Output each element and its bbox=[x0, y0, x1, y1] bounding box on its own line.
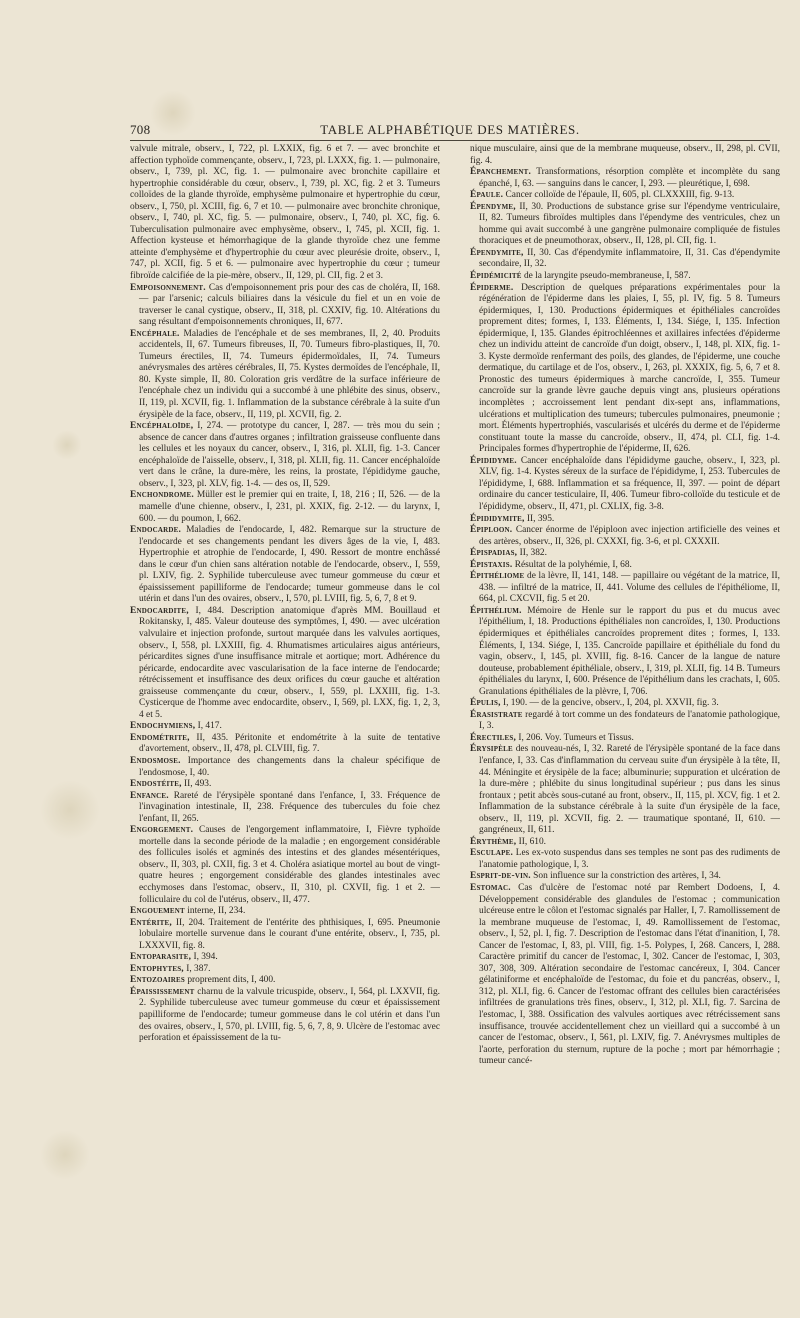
index-entry bbox=[470, 744, 780, 836]
entry-term: Épistaxis. bbox=[470, 559, 513, 570]
index-entry bbox=[470, 698, 780, 710]
entry-text: II, 382. bbox=[519, 548, 547, 559]
entry-text: I, 274. — prototype du cancer, I, 287. — très mou du sein ; absence de cancer dans d'autres organes ; infiltration graisseuse confluente dans les cellules et les noyaux du cancer, observ., I, 316, pl. XLII, fig. 1-3. Cancer encéphaloïde de l'aisselle, observ., I, 318, pl. XLII, fig. 11. Cancer encéphaloïde vert dans le crâne, la dure-mère, les reins, la prostate, l'épididyme gauche, observ., I, 323, pl. XLV, fig. 1-4. — des os, II, 529. bbox=[139, 421, 440, 489]
index-entry bbox=[470, 848, 780, 871]
index-entry bbox=[130, 721, 440, 733]
entry-term: Épendymite, bbox=[470, 247, 524, 258]
entry-text: Cas d'empoisonnement pris pour des cas de choléra, II, 168. — par l'arsenic; calculs biliaires dans la vésicule du fiel et un en voie de traverser le canal cystique, observ., II, 318, pl. CXXIV, fig. 10. Altérations du sang résultant d'empoisonnements chroniques, II, 677. bbox=[139, 282, 440, 328]
entry-text: valvule mitrale, observ., I, 722, pl. LXXIX, fig. 6 et 7. — avec bronchite et affection typhoïde commençante, observ., I, 723, pl. LXXX, fig. 1. — pulmonaire, observ., I, 739, pl. XC, fig. 1. — pulmonaire avec bronchite capillaire et hypertrophie considérable du cœur, observ., I, 739, pl. XC, fig. 2 et 3. Tumeurs colloïdes de la glande thyroïde, emphysème pulmonaire et hypertrophie du cœur, observ., I, 750, pl. XCIII, fig. 6, 7 et 10. — pulmonaire avec bronchite chronique, observ., I, 740, pl. XC, fig. 5. — pulmonaire, observ., I, 740, pl. XC, fig. 6. Tuberculisation pulmonaire avec emphysème, observ., I, 745, pl. XCII, fig. 1. Affection kysteuse et hémorrhagique de la glande thyroïde chez une femme atteinte d'emphysème et d'hypertrophie du cœur avec pleurésie droite, observ., I, 747, pl. XCII, fig. 5 et 6. — pulmonaire avec hypertrophie du cœur ; tumeur fibroïde calcifiée de la pie-mère, observ., II, 129, pl. CII, fig. 2 et 3. bbox=[130, 144, 440, 282]
entry-term: Engorgement. bbox=[130, 825, 194, 836]
entry-text: Maladies de l'endocarde, I, 482. Remarque sur la structure de l'endocarde et ses changements pendant les divers âges de la vie, I, 483. Hypertrophie et atrophie de l'endocarde, I, 490. Ressort de montre enchâssé dans le cœur d'un chien sans altération notable de l'endocarde, observ., I, 559, pl. LXIV, fig. 2. Syphilide tuberculeuse avec tumeur gommeuse du cœur et épaississement papilliforme de l'endocarde; tumeur gommeuse dans le col utérin et dans l'un des ovaires, observ., I, 570, pl. LVIII, fig. 5, 6, 7, 8 et 9. bbox=[139, 525, 440, 605]
entry-term: Empoisonnement. bbox=[130, 282, 206, 293]
entry-term: Épaule. bbox=[470, 190, 504, 201]
entry-term: Encéphale. bbox=[130, 328, 180, 339]
index-entry bbox=[130, 525, 440, 606]
index-entry bbox=[130, 825, 440, 906]
index-entry bbox=[470, 202, 780, 248]
index-entry bbox=[470, 733, 780, 745]
entry-text: de la laryngite pseudo-membraneuse, I, 587. bbox=[523, 271, 691, 282]
running-title: TABLE ALPHABÉTIQUE DES MATIÈRES. bbox=[320, 122, 580, 137]
paper-stain bbox=[40, 780, 100, 840]
header-rule bbox=[130, 140, 770, 141]
index-entry bbox=[130, 421, 440, 490]
index-entry bbox=[130, 906, 440, 918]
entry-term: Endostéite, bbox=[130, 779, 182, 790]
index-entry bbox=[470, 167, 780, 190]
entry-text: Description de quelques préparations expérimentales pour la régénération de l'épiderme dans les plaies, I, 55, pl. IV, fig. 5 8. Tumeurs épidermiques, I, 130. Productions épidermiques et épithéliales cancroïdes proprement dites; formes, I, 133. Éléments, I, 134. Siége, I, 135. Infection épidermique, I, 135. Glandes épitrochléennes et axillaires infectées d'épiderme chez un individu atteint de cancroïde d'un doigt, observ., I, 148, pl. XIX, fig. 1-3. Kyste dermoïde renfermant des poils, des glandes, de l'épiderme, une couche dermatique, du cartilage et de l'os, observ., I, 263, pl. XXXIX, fig. 5, 6, 7 et 8. Pronostic des tumeurs épidermiques à marche cancroïde, I, 355. Tumeur cancroïde sur la grande lèvre gauche depuis vingt ans, plusieurs opérations incomplètes ; accroissement lent pendant dix-sept ans, inflammations, ulcérations et multiplication des tumeurs; tubercules pulmonaires, pneumonie ; mort. Éléments hypertrophiés, vascularisés et ulcérés du derme et de l'épiderme constituant toute la masse du cancroïde, observ., II, 474, pl. CLI, fig. 1-4. Principales formes d'hypertrophie de l'épiderme, II, 626. bbox=[479, 282, 780, 455]
right-column bbox=[470, 144, 780, 1264]
index-entry bbox=[470, 248, 780, 271]
entry-text: I, 394. bbox=[193, 952, 218, 963]
index-entry bbox=[130, 791, 440, 826]
page-header bbox=[130, 122, 770, 142]
index-entry bbox=[130, 987, 440, 1045]
entry-term: Endocardite, bbox=[130, 605, 189, 616]
entry-term: Encéphaloïde, bbox=[130, 421, 194, 432]
entry-term: Érasistrate bbox=[470, 709, 523, 720]
entry-text: Cancer colloïde de l'épaule, II, 605, pl. CLXXXIII, fig. 9-13. bbox=[505, 190, 735, 201]
entry-term: Estomac. bbox=[470, 883, 511, 893]
entry-term: Entozoaires bbox=[130, 975, 186, 986]
entry-term: Épiploon. bbox=[470, 525, 513, 536]
entry-text: Rareté de l'érysipèle spontané dans l'enfance, I, 33. Fréquence de l'invagination intestinale, II, 238. Fréquence des tubercules du foie chez l'enfant, II, 265. bbox=[139, 790, 440, 824]
index-entry bbox=[470, 571, 780, 606]
entry-term: Esprit-de-vin. bbox=[470, 871, 531, 882]
entry-text: de la lèvre, II, 141, 148. — papillaire ou végétant de la matrice, II, 438. — infiltré de la matrice, II, 441. Volume des cellules de l'épithéliome, II, 664, pl. CXCVII, fig. 5 et 20. bbox=[479, 571, 780, 605]
index-entry bbox=[130, 490, 440, 525]
index-entry bbox=[470, 283, 780, 456]
index-entry bbox=[470, 144, 780, 167]
entry-term: Épiderme. bbox=[470, 282, 514, 293]
entry-text: des nouveau-nés, I, 32. Rareté de l'érysipèle spontané de la face dans l'enfance, I, 33. Cas d'inflammation du cerveau suite d'un érysipèle à la tête, II, 44. Méningite et érysipèle de la face; albuminurie; suppuration et ulcération de la dure-mère ; phlébite du sinus longitudinal supérieur ; pus dans les sinus frontaux ; petit abcès sous-cutané au front, observ., II, 115, pl. XCV, fig. 1 et 2. Inflammation de la substance cérébrale à la suite d'un érysipèle de la face, observ., II, 119, pl. XCVII, fig. 2. — traumatique spontané, II, 610. — gangréneux, II, 611. bbox=[479, 744, 780, 836]
entry-text: Résultat de la polyhémie, I, 68. bbox=[514, 559, 632, 570]
index-entry bbox=[130, 733, 440, 756]
index-entry bbox=[130, 952, 440, 964]
index-entry bbox=[470, 871, 780, 883]
entry-text: charnu de la valvule tricuspide, observ., I, 564, pl. LXXVII, fig. 2. Syphilide tuberculeuse avec tumeur gommeuse du cœur et épaississement papilliforme de l'endocarde; tumeur gommeuse dans le col utérin et dans l'un des ovaires, observ., I, 570, pl. LVIII, fig. 5, 6, 7, 8, 9. Ulcère de l'estomac avec perforation et épaississement de la tu- bbox=[139, 986, 440, 1044]
entry-text: Les ex-voto suspendus dans ses temples ne sont pas des rudiments de l'anatomie pathologique, I, 3. bbox=[479, 848, 780, 870]
entry-term: Épaississement bbox=[130, 986, 195, 997]
entry-text: interne, II, 234. bbox=[187, 906, 246, 917]
index-entry bbox=[470, 514, 780, 526]
entry-text: regardé à tort comme un des fondateurs de l'anatomie pathologique, I, 3. bbox=[479, 709, 780, 732]
entry-term: Endocarde. bbox=[130, 525, 182, 536]
entry-text: II, 30. Productions de substance grise sur l'épendyme ventriculaire, II, 82. Tumeurs fibroïdes multiples dans l'épendyme des ventricules, chez un homme qui avait succombé à une gangrène pulmonaire compliquée de fistules thoraciques et de pneumothorax, observ., II, 128, pl. CII, fig. 1. bbox=[479, 201, 780, 247]
entry-term: Enchondrome. bbox=[130, 490, 194, 501]
entry-term: Endochymiens, bbox=[130, 721, 196, 732]
index-entry bbox=[130, 779, 440, 791]
left-column bbox=[130, 144, 440, 1264]
index-entry bbox=[130, 975, 440, 987]
entry-term: Épidémicité bbox=[470, 271, 522, 282]
index-entry bbox=[130, 918, 440, 953]
paper-stain bbox=[52, 430, 82, 460]
entry-term: Entérite, bbox=[130, 917, 172, 928]
entry-text: I, 417. bbox=[197, 721, 222, 732]
entry-text: Cancer encéphaloïde dans l'épididyme gauche, observ., I, 323, pl. XLV, fig. 1-4. Kystes séreux de la surface de l'épididyme, I, 253. Tubercules de l'épididyme, I, 688. Inflammation et sa fréquence, II, 397. — point de départ ordinaire du cancer testiculaire, II, 406. Tumeur fibro-colloïde du testicule et de l'épididyme, observ., II, 471, pl. CXLIX, fig. 3-8. bbox=[479, 455, 780, 512]
paper-stain bbox=[40, 1130, 90, 1180]
entry-text: II, 395. bbox=[526, 513, 555, 524]
entry-text: Cas d'ulcère de l'estomac noté par Rembert Dodoens, I, 4. Développement considérable des glandules de l'estomac ; communication ulcéreuse entre le côlon et l'estomac signalés par Haller, I, 7. Ramollissement de la membrane muqueuse de l'estomac, I, 49. Ramollissement de l'estomac, observ., I, 52, pl. I, fig. 7. Description de l'estomac dans l'état d'inanition, I, 78. Cancer de l'estomac, I, 83, pl. VIII, fig. 1-5. Polypes, I, 268. Cancers, I, 288. Caractère primitif du cancer de l'estomac, I, 302. Cancer de l'estomac, I, 303, 307, 308, 309. Altération secondaire de l'estomac cancéreux, I, 304. Cancer gélatiniforme et encéphaloïde de l'estomac, du foie et du pancréas, observ., I, 312, pl. XLI, fig. 6. Cancer de l'estomac offrant des cellules bien caractérisées infiltrées de granulations très fines, observ., I, 312, pl. XLI, fig. 7. Sarcina de l'estomac, I, 388. Ossification des valvules aortiques avec rétrécissement sans insuffisance, trouvée accidentellement chez un vieillard qui a succombé à un cancer de l'estomac, observ., I, 561, pl. LXIV, fig. 7. Anévrysmes multiples de l'aorte, perforation du sternum, rupture de la poche ; mort par hémorrhagie ; tumeur cancé- bbox=[479, 883, 780, 1067]
index-entry bbox=[470, 883, 780, 1068]
entry-text: Importance des changements dans la chaleur spécifique de l'endosmose, I, 40. bbox=[139, 755, 440, 778]
entry-text: I, 484. Description anatomique d'après MM. Bouillaud et Rokitansky, I, 485. Valeur douteuse des symptômes, I, 490. — avec ulcération valvulaire et injection profonde, surtout marquée dans les valvules aortiques, observ., I, 558, pl. LXXIII, fig. 4. Rhumatismes articulaires aigus antérieurs, péricardites signes d'une insuffisance mitrale et aortique; mort. Adhérence du péricarde, endocardite avec vascularisation de la face interne de l'endocarde; rétrécissement et insuffisance des deux orifices du cœur gauche et altération graisseuse commençante du cœur, observ., I, 559, pl. LXXIII, fig. 1-3. Cysticerque de l'homme avec endocardite, observ., I, 569, pl. LXX, fig. 1, 2, 3, 4 et 5. bbox=[139, 605, 440, 720]
entry-term: Engouement bbox=[130, 906, 185, 917]
entry-text: Cancer énorme de l'épiploon avec injection artificielle des veines et des artères, observ., II, 326, pl. CXXXI, fig. 3-6, et pl. CXXXII. bbox=[479, 525, 780, 547]
entry-term: Épithélium. bbox=[470, 605, 522, 616]
entry-text: II, 204. Traitement de l'entérite des phthisiques, I, 695. Pneumonie lobulaire mortelle survenue dans le courant d'une entérite, observ., I, 735, pl. LXXXVII, fig. 8. bbox=[139, 917, 440, 951]
entry-text: II, 610. bbox=[518, 836, 547, 847]
entry-text: II, 493. bbox=[184, 779, 212, 790]
index-entry bbox=[470, 548, 780, 560]
entry-term: Épithéliome bbox=[470, 571, 525, 582]
index-entry bbox=[130, 329, 440, 421]
index-entry bbox=[470, 525, 780, 548]
entry-term: Endosmose. bbox=[130, 755, 181, 766]
index-entry bbox=[470, 560, 780, 572]
entry-term: Épididymite, bbox=[470, 513, 525, 524]
entry-text: nique musculaire, ainsi que de la membrane muqueuse, observ., II, 298, pl. CVII, fig. 4. bbox=[470, 144, 780, 166]
entry-term: Épanchement. bbox=[470, 167, 532, 178]
entry-term: Entoparasite, bbox=[130, 952, 192, 963]
entry-term: Épulis, bbox=[470, 698, 501, 709]
index-entry bbox=[130, 756, 440, 779]
index-entry bbox=[130, 964, 440, 976]
entry-term: Entophytes, bbox=[130, 963, 184, 974]
entry-text: Maladies de l'encéphale et de ses membranes, II, 2, 40. Produits accidentels, II, 67. Tumeurs fibreuses, II, 70. Tumeurs fibro-plastiques, II, 70. Tumeurs érectiles, II, 74. Tumeurs épidermoïdales, II, 74. Tumeurs anévrysmales des artères cérébrales, II, 75. Kystes dermoïdes de l'encéphale, II, 80. Kyste simple, II, 80. Coloration gris verdâtre de la surface inférieure de l'encéphale chez un individu qui a succombé à une phlébite des sinus, observ., II, 119, pl. XCVII, fig. 1. Inflammation de la substance cérébrale à la suite d'un érysipèle de la face, observ., II, 119, pl. XCVII, fig. 2. bbox=[139, 328, 440, 420]
entry-text: I, 206. Voy. Tumeurs et Tissus. bbox=[518, 732, 634, 743]
entry-text: II, 30. Cas d'épendymite inflammatoire, II, 31. Cas d'épendymite secondaire, II, 32. bbox=[479, 247, 780, 270]
entry-term: Épendyme, bbox=[470, 201, 516, 212]
entry-term: Érectiles, bbox=[470, 732, 517, 743]
entry-text: Transformations, résorption complète et incomplète du sang épanché, I, 63. — sanguins dans le cancer, I, 293. — pleurétique, I, 698. bbox=[479, 167, 780, 189]
index-entry bbox=[130, 144, 440, 283]
entry-term: Endométrite, bbox=[130, 732, 190, 743]
index-entry bbox=[470, 837, 780, 849]
entry-text: Mémoire de Henle sur le rapport du pus et du mucus avec l'épithélium, I, 18. Productions épithéliales non cancroïdes, I, 130. Productions épidermiques et épithéliales cancroïdes proprement dites ; formes, I, 133. Éléments, I, 134. Siége, I, 135. Cancroïde papillaire et épithéliale du fond du vagin, observ., I, 145, pl. XVIII, fig. 8-16. Cancer de la langue de nature douteuse, probablement épithéliale, observ., I, 319, pl. XLII, fig. 14 B. Tumeurs épithéliales du larynx, I, 600. Présence de l'épithélium dans les crachats, I, 605. Granulations épithéliales de la plèvre, I, 706. bbox=[479, 605, 780, 697]
entry-term: Esculape. bbox=[470, 848, 514, 859]
index-entry bbox=[470, 456, 780, 514]
entry-text: II, 435. Péritonite et endométrite à la suite de tentative d'avortement, observ., II, 478, pl. CLVIII, fig. 7. bbox=[139, 732, 440, 755]
entry-term: Épididyme. bbox=[470, 455, 517, 466]
entry-text: I, 190. — de la gencive, observ., I, 204, pl. XXVII, fig. 3. bbox=[502, 698, 719, 709]
entry-term: Enfance. bbox=[130, 790, 169, 801]
index-entry bbox=[130, 606, 440, 721]
index-entry bbox=[470, 271, 780, 283]
entry-text: proprement dits, I, 400. bbox=[187, 975, 276, 986]
index-entry bbox=[470, 190, 780, 202]
entry-term: Épispadias, bbox=[470, 548, 518, 559]
entry-text: Müller est le premier qui en traite, I, 18, 216 ; II, 526. — de la mamelle d'une chienne, observ., I, 231, pl. XXIX, fig. 2-12. — du larynx, I, 600. — du poumon, I, 662. bbox=[139, 490, 440, 524]
index-entry bbox=[470, 606, 780, 698]
index-entry bbox=[130, 283, 440, 329]
entry-term: Érysipèle bbox=[470, 744, 513, 755]
page-number: 708 bbox=[130, 122, 151, 137]
entry-text: Son influence sur la constriction des artères, I, 34. bbox=[533, 871, 721, 882]
entry-term: Érythème, bbox=[470, 836, 517, 847]
index-entry bbox=[470, 710, 780, 733]
entry-text: I, 387. bbox=[186, 963, 211, 974]
entry-text: Causes de l'engorgement inflammatoire, I, Fièvre typhoïde mortelle dans la seconde période de la maladie ; en engorgement considérable des follicules isolés et agminés des intestins et des glandes mésentériques, observ., II, 303, pl. CXII, fig. 3 et 4. Choléra asiatique mortel au bout de vingt-quatre heures ; engorgement considérable des glandes intestinales avec ecchymoses dans l'estomac, observ., II, 310, pl. CXVII, fig. 1 et 2. — folliculaire du col de l'utérus, observ., II, 477. bbox=[139, 825, 440, 905]
